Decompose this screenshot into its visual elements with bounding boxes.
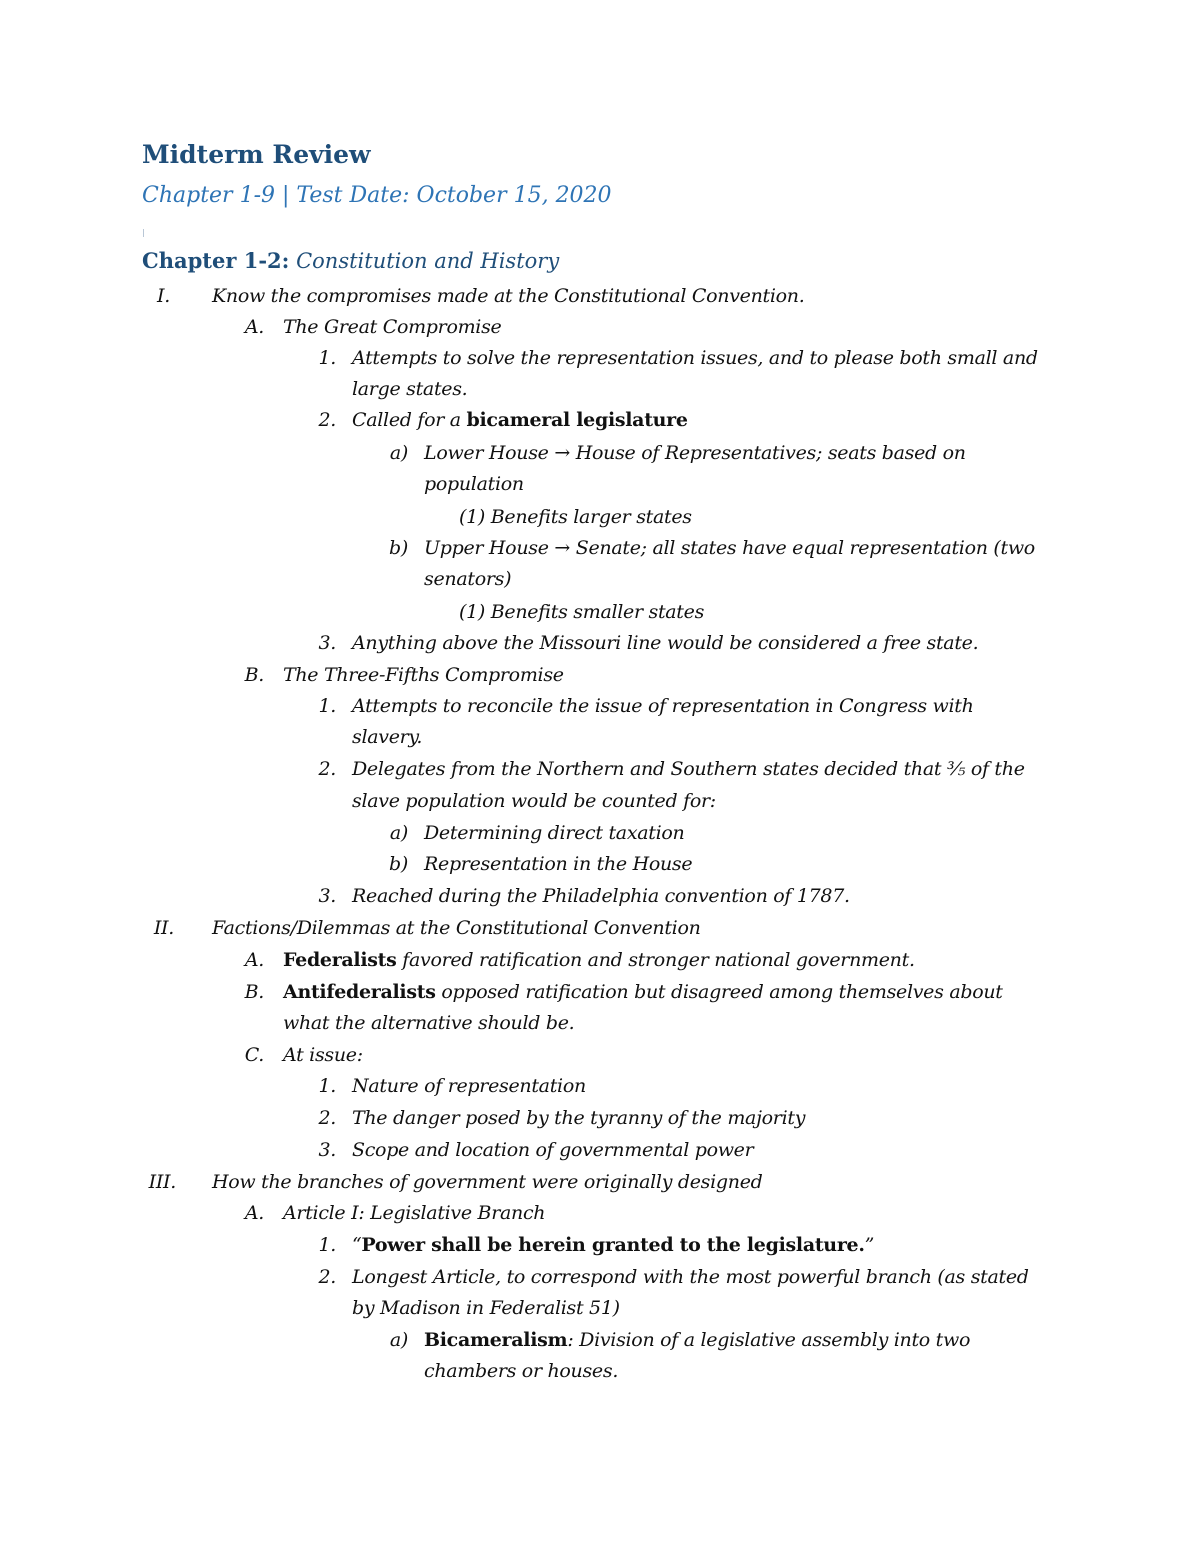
text-run: slavery. [352, 726, 423, 748]
outline-text [283, 660, 564, 691]
outline-text [352, 405, 688, 436]
outline-text [352, 1262, 1029, 1293]
outline-marker: b) [389, 853, 408, 875]
outline-text [212, 913, 701, 944]
outline-text [352, 786, 716, 817]
outline-text [424, 469, 524, 500]
section-heading [142, 248, 559, 273]
text-run: Attempts to reconcile the issue of representation in Congress with [352, 695, 974, 717]
text-run: Anything above the Missouri line would be considered a free state. [352, 632, 979, 654]
outline-text [352, 754, 1025, 785]
outline-text [283, 1040, 363, 1071]
outline-marker: a) [389, 442, 408, 464]
text-run: Nature of representation [352, 1075, 586, 1097]
outline-text [352, 628, 978, 659]
text-run: what the alternative should be. [283, 1012, 575, 1034]
outline-marker: A. [244, 1202, 264, 1224]
section-topic: Constitution and History [296, 249, 560, 273]
text-run: How the branches of government were originally designed [212, 1171, 763, 1193]
outline-text [424, 564, 511, 595]
outline-marker: C. [244, 1044, 264, 1066]
outline-text [424, 438, 966, 469]
outline-text [212, 281, 804, 312]
outline-marker: 2. [318, 1107, 336, 1129]
outline-text [424, 849, 692, 880]
outline-marker: 3. [318, 885, 336, 907]
text-run: large states. [352, 378, 468, 400]
outline-text [283, 1198, 545, 1229]
text-run: chambers or houses. [424, 1360, 619, 1382]
outline-marker: II. [153, 917, 174, 939]
text-run: ” [864, 1234, 875, 1256]
text-run: Representation in the House [424, 853, 693, 875]
text-run: by Madison in Federalist 51) [352, 1297, 620, 1319]
outline-text [459, 597, 704, 628]
text-run: The Three-Fifths Compromise [283, 664, 564, 686]
outline-marker: 1. [318, 1234, 336, 1256]
text-run: (1) Benefits larger states [459, 506, 692, 528]
outline-marker: B. [244, 981, 264, 1003]
outline-marker: A. [244, 316, 264, 338]
outline-marker: I. [157, 285, 170, 307]
text-run: Called for a [352, 409, 467, 431]
section-label: Chapter 1-2: [142, 248, 290, 273]
outline-text [352, 1103, 805, 1134]
text-run: Delegates from the Northern and Southern states decided that ⅗ of the [352, 758, 1025, 780]
outline-text [212, 1167, 763, 1198]
outline-text [459, 502, 692, 533]
text-run: Attempts to solve the representation issues, and to please both small and [352, 347, 1038, 369]
outline-text [352, 343, 1038, 374]
text-run: Determining direct taxation [424, 822, 685, 844]
text-run: The danger posed by the tyranny of the majority [352, 1107, 806, 1129]
text-run: slave population would be counted for: [352, 790, 716, 812]
page-subtitle: Chapter 1-9 | Test Date: October 15, 2020 [142, 183, 612, 208]
outline-text [352, 374, 467, 405]
text-run: Reached during the Philadelphia convention of 1787. [352, 885, 850, 907]
text-run: Upper House → Senate; all states have equal representation (two [424, 537, 1035, 559]
outline-text [424, 818, 684, 849]
outline-text [283, 1008, 574, 1039]
outline-text [352, 1135, 753, 1166]
text-run: opposed ratification but disagreed among themselves about [435, 981, 1003, 1003]
outline-text [424, 1356, 618, 1387]
outline-marker: a) [389, 822, 408, 844]
text-cursor-mark [143, 229, 144, 237]
outline-marker: 1. [318, 347, 336, 369]
text-run: “ [352, 1234, 362, 1256]
outline-marker: B. [244, 664, 264, 686]
bold-term: bicameral legislature [466, 409, 688, 431]
outline-marker: 2. [318, 1266, 336, 1288]
outline-marker: III. [148, 1171, 176, 1193]
outline-text [352, 881, 850, 912]
outline-text [352, 1230, 874, 1261]
outline-text [352, 722, 422, 753]
outline-text [283, 945, 915, 976]
text-run: senators) [424, 568, 512, 590]
text-run: favored ratification and stronger national government. [396, 949, 915, 971]
bold-term: Bicameralism [424, 1329, 568, 1351]
outline-text [424, 1325, 970, 1356]
outline-marker: A. [244, 949, 264, 971]
outline-text [424, 533, 1035, 564]
outline-text [352, 1071, 586, 1102]
outline-text [352, 1293, 620, 1324]
outline-text [352, 691, 974, 722]
text-run: population [424, 473, 524, 495]
outline-marker: b) [389, 537, 408, 559]
outline-marker: 1. [318, 695, 336, 717]
outline-text [283, 312, 501, 343]
text-run: Longest Article, to correspond with the most powerful branch (as stated [352, 1266, 1029, 1288]
outline-marker: 3. [318, 1139, 336, 1161]
outline-text [283, 977, 1003, 1008]
text-run: Article I: Legislative Branch [283, 1202, 546, 1224]
outline-marker: 1. [318, 1075, 336, 1097]
text-run: Lower House → House of Representatives; seats based on [424, 442, 966, 464]
text-run: Factions/Dilemmas at the Constitutional Convention [212, 917, 701, 939]
bold-term: Power shall be herein granted to the legislature. [361, 1234, 865, 1256]
bold-term: Antifederalists [283, 981, 436, 1003]
text-run: The Great Compromise [283, 316, 502, 338]
text-run: (1) Benefits smaller states [459, 601, 705, 623]
text-run: At issue: [283, 1044, 363, 1066]
text-run: : Division of a legislative assembly into two [567, 1329, 971, 1351]
page-title: Midterm Review [142, 140, 371, 169]
outline-marker: a) [389, 1329, 408, 1351]
bold-term: Federalists [283, 949, 397, 971]
outline-marker: 3. [318, 632, 336, 654]
outline-marker: 2. [318, 409, 336, 431]
text-run: Scope and location of governmental power [352, 1139, 754, 1161]
outline-marker: 2. [318, 758, 336, 780]
text-run: Know the compromises made at the Constitutional Convention. [212, 285, 805, 307]
